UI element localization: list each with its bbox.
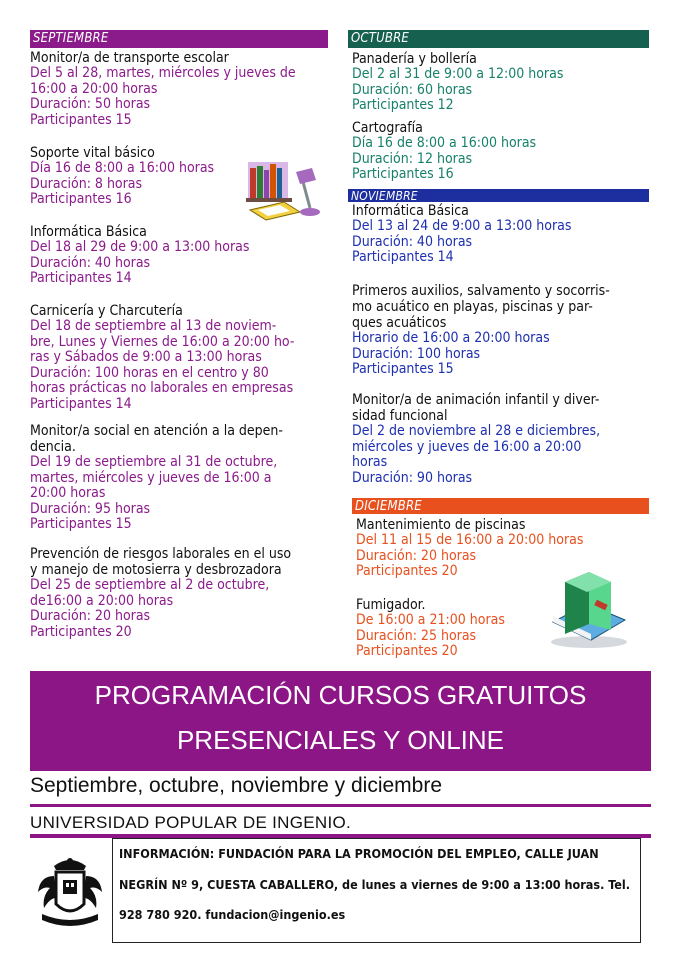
course-schedule: 20:00 horas [30, 485, 106, 501]
course-schedule: Día 16 de 8:00 a 16:00 horas [352, 135, 537, 151]
octubre-column [348, 30, 649, 182]
green-book-clipart-icon [545, 568, 631, 650]
diciembre-header: DICIEMBRE [352, 498, 649, 514]
info-line: NEGRÍN Nº 9, CUESTA CABALLERO, de lunes a viernes de 9:00 a 13:00 horas. Tel. [119, 877, 631, 892]
course-schedule: Del 2 al 31 de 9:00 a 12:00 horas [352, 66, 564, 82]
course-duration: Duración: 40 horas [352, 233, 473, 250]
course-schedule: Del 13 al 24 de 9:00 a 13:00 horas [352, 218, 572, 234]
course-participants: Participantes 14 [30, 270, 132, 286]
banner-title-line1: PROGRAMACIÓN CURSOS GRATUITOS [94, 680, 587, 710]
course-schedule: Del 2 de noviembre al 28 e diciembres, [352, 423, 601, 439]
course-participants: Participantes 20 [356, 643, 458, 659]
course-schedule: Del 11 al 15 de 16:00 a 20:00 horas [356, 532, 584, 548]
course-duration: Duración: 100 horas en el centro y 80 [30, 364, 269, 381]
septiembre-column [30, 30, 328, 640]
course-title: y manejo de motosierra y desbrozadora [30, 562, 282, 578]
coat-of-arms-icon [34, 852, 106, 932]
course-duration: Duración: 25 horas [356, 627, 477, 644]
course-animacion-infantil [352, 392, 649, 486]
course-title: Cartografía [352, 120, 423, 136]
title-banner [30, 671, 651, 771]
octubre-header: OCTUBRE [348, 30, 649, 48]
course-participants: Participantes 12 [352, 97, 454, 113]
course-title: Fumigador. [356, 597, 426, 613]
course-title: Soporte vital básico [30, 145, 155, 161]
course-prevencion-riesgos [30, 546, 328, 640]
course-title: Prevención de riesgos laborales en el uso [30, 546, 292, 562]
noviembre-column [348, 189, 649, 486]
course-schedule: Día 16 de 8:00 a 16:00 horas [30, 160, 215, 176]
course-duration: Duración: 100 horas [352, 345, 481, 362]
course-participants: Participantes 20 [356, 563, 458, 579]
course-title: mo acuático en playas, piscinas y par- [352, 299, 593, 315]
course-duration: Duración: 20 horas [356, 547, 477, 564]
course-participants: Participantes 16 [352, 166, 454, 182]
course-informatica-sep [30, 224, 328, 287]
course-title: Monitor/a de animación infantil y diver- [352, 392, 600, 408]
course-participants: Participantes 20 [30, 623, 132, 640]
course-title: Informática Básica [30, 224, 147, 240]
course-schedule: miércoles y jueves de 16:00 a 20:00 [352, 438, 582, 455]
info-line: 928 780 920. fundacion@ingenio.es [119, 907, 346, 922]
course-participants: Participantes 16 [30, 191, 132, 207]
university-name: UNIVERSIDAD POPULAR DE INGENIO. [30, 813, 352, 832]
course-title: dencia. [30, 439, 76, 455]
months-subtitle: Septiembre, octubre, noviembre y diciembre [30, 774, 443, 797]
course-title: Informática Básica [352, 203, 469, 219]
course-monitor-social [30, 423, 328, 533]
course-duration: Duración: 50 horas [30, 96, 151, 112]
divider [30, 804, 651, 807]
course-title: sidad funcional [352, 408, 448, 424]
course-carniceria [30, 303, 328, 412]
course-schedule: De 16:00 a 21:00 horas [356, 612, 505, 628]
course-duration: Duración: 40 horas [30, 254, 151, 271]
course-schedule: horas [352, 454, 388, 470]
course-participants: Participantes 15 [30, 516, 132, 532]
course-primeros-auxilios [352, 283, 649, 378]
course-duration: Duración: 8 horas [30, 175, 143, 192]
course-schedule: Del 25 de septiembre al 2 de octubre, [30, 577, 270, 593]
course-participants: Participantes 14 [30, 395, 132, 412]
desk-books-clipart-icon [240, 158, 326, 226]
course-duration: Duración: 90 horas [352, 469, 473, 486]
course-participants: Participantes 15 [352, 361, 454, 377]
course-schedule: 16:00 a 20:00 horas [30, 80, 158, 97]
course-title: ques acuáticos [352, 315, 447, 331]
course-schedule: Del 19 de septiembre al 31 de octubre, [30, 454, 278, 470]
septiembre-header: SEPTIEMBRE [30, 30, 328, 48]
course-duration: Duración: 20 horas [30, 608, 151, 624]
course-duration: Duración: 12 horas [352, 150, 473, 167]
course-schedule: Del 18 al 29 de 9:00 a 13:00 horas [30, 239, 250, 255]
course-informatica-nov [352, 203, 649, 266]
course-title: Monitor/a social en atención a la depen- [30, 423, 283, 439]
course-participants: Participantes 14 [352, 249, 454, 265]
course-schedule: Horario de 16:00 a 20:00 horas [352, 330, 550, 346]
course-schedule: Del 18 de septiembre al 13 de noviem- [30, 318, 277, 334]
course-panaderia [352, 51, 649, 114]
diciembre-column [352, 498, 649, 659]
course-title: Monitor/a de transporte escolar [30, 50, 229, 66]
course-title: Mantenimiento de piscinas [356, 517, 526, 533]
info-line: INFORMACIÓN: FUNDACIÓN PARA LA PROMOCIÓN DEL EMPLEO, CALLE JUAN [119, 846, 599, 861]
course-participants: Participantes 15 [30, 111, 132, 128]
course-title: Carnicería y Charcutería [30, 303, 183, 319]
course-monitor-transporte [30, 50, 328, 128]
course-title: Panadería y bollería [352, 51, 477, 67]
info-box [112, 838, 641, 943]
course-schedule: bre, Lunes y Viernes de 16:00 a 20:00 ho- [30, 333, 295, 350]
course-duration: horas prácticas no laborales en empresas [30, 380, 294, 396]
course-schedule: ras y Sábados de 9:00 a 13:00 horas [30, 349, 262, 365]
course-title: Primeros auxilios, salvamento y socorris- [352, 283, 610, 299]
course-schedule: Del 5 al 28, martes, miércoles y jueves de [30, 65, 296, 81]
course-duration: Duración: 95 horas [30, 500, 151, 517]
course-schedule: de16:00 a 20:00 horas [30, 592, 174, 609]
noviembre-header: NOVIEMBRE [348, 189, 649, 202]
course-cartografia [352, 120, 649, 183]
banner-title-line2: PRESENCIALES Y ONLINE [176, 725, 505, 755]
course-duration: Duración: 60 horas [352, 81, 473, 98]
course-schedule: martes, miércoles y jueves de 16:00 a [30, 469, 272, 486]
